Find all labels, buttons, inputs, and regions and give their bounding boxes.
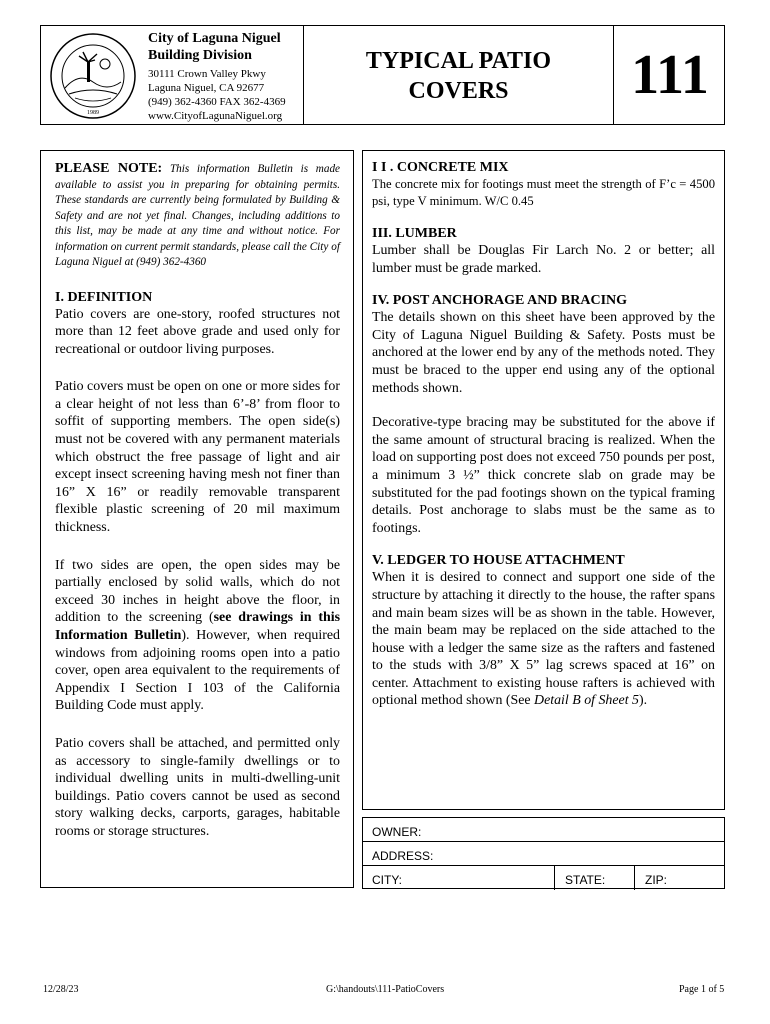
org-name-line1: City of Laguna Niguel <box>148 31 281 46</box>
post-anchorage-paragraph-2: Decorative-type bracing may be substituted for the above if the same amount of structural bracing is realized. When the load on supporting post does not exceed 750 pounds per post, a minimum 3 ½” thick concrete slab on grade may be substituted for the pad footings shown on the typical framing details. Post anchorage to slabs must be the same as to footings. <box>372 415 715 536</box>
city-field[interactable] <box>363 866 554 890</box>
phone-fax: (949) 362-4360 FAX 362-4369 <box>148 96 286 108</box>
ledger-text-part-a: When it is desired to connect and support one side of the structure by attaching it directly to the house, the rafter spans and main beam sizes will be as shown in the table. However, the main beam may be replaced on the side attached to the house with a ledger the same size as the rafters and fastened to the studs with 3/8” X 5” lag screws spaced at 16” on center. Attachment to existing house rafters is achieved with optional method shown (See <box>372 570 715 709</box>
owner-label: OWNER: <box>372 825 422 839</box>
drawings-reference: see drawings in this Information Bulletin <box>55 610 340 643</box>
address-line1: 30111 Crown Valley Pkwy <box>148 68 266 80</box>
post-anchorage-paragraph-1: The details shown on this sheet have been approved by the City of Laguna Niguel Building & Safety. Posts must be anchored at the lower end by any of the methods noted. They must be braced to the upper end using any of the optional methods shown. <box>372 310 715 396</box>
address-line2: Laguna Niguel, CA 92677 <box>148 82 265 94</box>
section-heading-definition: I. DEFINITION <box>55 289 153 305</box>
definition-p3-part-b: ). However, when required windows from adjoining rooms open into a patio cover, open area equivalent to the requirements of Appendix I Section I 103 of the California Building Code must apply. <box>55 628 340 714</box>
definition-paragraph-4: Patio covers shall be attached, and permitted only as accessory to single-family dwellings or to individual dwelling units in multi-dwelling-unit buildings. Patio covers cannot be used as second story walking decks, carports, garages, habitable rooms or storage structures. <box>55 735 340 839</box>
ledger-text-part-b: ). <box>638 693 648 709</box>
owner-field[interactable] <box>363 818 724 842</box>
detail-reference: Detail B of Sheet 5 <box>534 693 639 709</box>
seal-year: 1989 <box>87 110 99 116</box>
address-label: ADDRESS: <box>372 849 434 863</box>
zip-label: ZIP: <box>645 873 668 887</box>
ledger-paragraph <box>372 569 715 710</box>
address-field[interactable] <box>363 842 724 866</box>
section-heading-concrete-mix: I I . CONCRETE MIX <box>372 160 509 175</box>
section-heading-lumber: III. LUMBER <box>372 226 457 241</box>
please-note-label: PLEASE NOTE: <box>55 161 163 176</box>
owner-info-form <box>362 817 725 889</box>
definition-paragraph-2: Patio covers must be open on one or more sides for a clear height of not less than 6’-8’ from floor to soffit of supporting members. The open side(s) must not be covered with any permanent materials which obstruct the free passage of light and air except insect screening having mesh not finer than 16” X 16” or readily removable transparent flexible plastic screening of 20 mil maximum thickness. <box>55 379 340 536</box>
definition-paragraph-3 <box>55 557 340 715</box>
footer-date: 12/28/23 <box>43 984 79 995</box>
org-name-line2: Building Division <box>148 48 252 63</box>
website-link[interactable]: www.CityofLagunaNiguel.org <box>148 110 283 122</box>
please-note-paragraph <box>55 161 340 271</box>
city-label: CITY: <box>372 873 403 887</box>
document-title: TYPICAL PATIO COVERS <box>365 48 552 104</box>
section-heading-post-anchorage: IV. POST ANCHORAGE AND BRACING <box>372 293 628 309</box>
state-label: STATE: <box>565 873 606 887</box>
section-heading-ledger: V. LEDGER TO HOUSE ATTACHMENT <box>372 553 625 569</box>
bulletin-number: 111 <box>631 44 709 106</box>
footer-file-path: G:\handouts\111-PatioCovers <box>326 984 445 995</box>
right-column <box>362 150 725 810</box>
footer-page-number: Page 1 of 5 <box>679 984 725 995</box>
left-column <box>40 150 354 888</box>
concrete-mix-text: The concrete mix for footings must meet the strength of F’c = 4500 psi, type V minimum. W/C 0.45 <box>372 177 715 208</box>
lumber-text: Lumber shall be Douglas Fir Larch No. 2 or better; all lumber must be grade marked. <box>372 243 715 276</box>
city-state-zip-row <box>363 866 724 890</box>
definition-p3-part-a: If two sides are open, the open sides may be partially enclosed by solid walls, which do not exceed 30 inches in height above the floor, in addition to the screening ( <box>55 557 340 626</box>
definition-paragraph-1: Patio covers are one-story, roofed structures not more than 12 feet above grade and used only for recreational or outdoor living purposes. <box>55 306 340 357</box>
zip-field[interactable] <box>635 866 725 890</box>
city-seal-icon <box>49 32 137 120</box>
organization-block <box>148 30 308 123</box>
please-note-text: This information Bulletin is made available to assist you in preparing for obtaining permits. These standards are currently being formulated by Building & Safety and are not yet final. Changes, including additions to this list, may be made at any time and without notice. For information on current permit standards, please call the City of Laguna Niguel at (949) 362-4360 <box>55 163 340 268</box>
header-box <box>40 25 725 125</box>
state-field[interactable] <box>555 866 634 890</box>
